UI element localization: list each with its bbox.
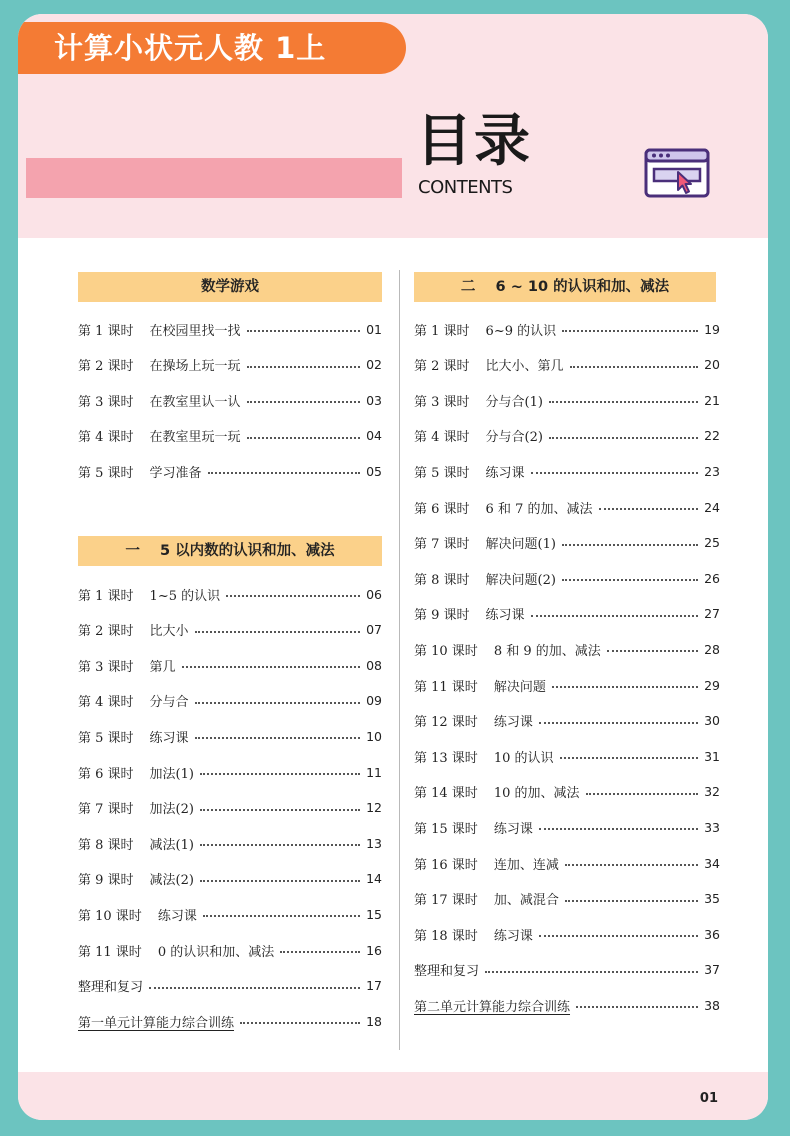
lesson-label: 第 2 课时 [78, 624, 134, 640]
dot-leader [195, 631, 361, 633]
toc-entry[interactable] [78, 319, 382, 339]
toc-entry[interactable] [78, 869, 382, 889]
entry-title: 第一单元计算能力综合训练 [78, 1015, 235, 1031]
toc-entry[interactable] [414, 711, 720, 731]
lesson-label: 第 6 课时 [78, 766, 134, 782]
column-divider [399, 270, 400, 1050]
toc-entry[interactable] [78, 584, 382, 604]
toc-entry[interactable] [78, 461, 382, 481]
toc-entry[interactable] [414, 675, 720, 695]
dot-leader [485, 971, 698, 973]
toc-entry[interactable] [78, 390, 382, 410]
entry-title: 减法(1) [149, 837, 194, 853]
entry-title: 练习课 [493, 928, 533, 944]
toc-entry[interactable] [414, 497, 720, 517]
entry-page-number: 20 [704, 357, 720, 373]
toc-entry[interactable] [78, 976, 382, 996]
lesson-label: 第 6 课时 [414, 501, 470, 517]
entry-page-number: 06 [366, 586, 382, 602]
dot-leader [539, 722, 698, 724]
lesson-label: 第 2 课时 [414, 359, 470, 375]
entry-page-number: 27 [704, 606, 720, 622]
entry-title: 整理和复习 [414, 964, 480, 980]
toc-entry[interactable] [78, 833, 382, 853]
dot-leader [226, 595, 360, 597]
dot-leader [570, 366, 699, 368]
entry-title: 练习课 [493, 821, 533, 837]
toc-entry[interactable] [414, 960, 720, 980]
entry-title: 6~9 的认识 [485, 323, 557, 339]
dot-leader [562, 579, 698, 581]
entry-page-number: 17 [366, 978, 382, 994]
dot-leader [182, 666, 361, 668]
toc-entry[interactable] [414, 853, 720, 873]
dot-leader [576, 1006, 698, 1008]
toc-title: 目录 [416, 109, 532, 174]
toc-entry[interactable] [78, 655, 382, 675]
dot-leader [539, 935, 698, 937]
entry-page-number: 13 [366, 835, 382, 851]
book-title: 计算小状元人教 1上 [18, 22, 406, 74]
toc-entry[interactable] [414, 533, 720, 553]
browser-cursor-icon [644, 148, 710, 198]
entry-page-number: 18 [366, 1013, 382, 1029]
page-number: 01 [699, 1091, 718, 1106]
entry-page-number: 38 [704, 997, 720, 1013]
lesson-label: 第 18 课时 [414, 928, 478, 944]
entry-title: 练习课 [485, 608, 525, 624]
lesson-label: 第 17 课时 [414, 893, 478, 909]
toc-entry[interactable] [78, 620, 382, 640]
entry-page-number: 10 [366, 728, 382, 744]
decorative-bar [26, 158, 402, 198]
entry-page-number: 22 [704, 428, 720, 444]
section-header: 数学游戏 [78, 272, 382, 302]
toc-entry[interactable] [78, 691, 382, 711]
entry-title: 练习课 [157, 908, 197, 924]
lesson-label: 第 5 课时 [78, 730, 134, 746]
dot-leader [562, 544, 698, 546]
lesson-label: 第 3 课时 [78, 394, 134, 410]
toc-entry[interactable] [414, 889, 720, 909]
entry-page-number: 37 [704, 962, 720, 978]
toc-entry[interactable] [414, 639, 720, 659]
lesson-label: 第 14 课时 [414, 786, 478, 802]
entry-title: 连加、连减 [493, 857, 559, 873]
toc-entry[interactable] [414, 817, 720, 837]
lesson-label: 第 9 课时 [78, 873, 134, 889]
dot-leader [240, 1022, 360, 1024]
section-header: 二 6 ~ 10 的认识和加、减法 [414, 272, 716, 302]
entry-title: 比大小、第几 [485, 359, 564, 375]
entry-page-number: 31 [704, 748, 720, 764]
dot-leader [149, 987, 360, 989]
entry-page-number: 33 [704, 819, 720, 835]
toc-entry[interactable] [78, 1011, 382, 1031]
entry-title: 练习课 [493, 715, 533, 731]
lesson-label: 第 8 课时 [78, 837, 134, 853]
toc-entry[interactable] [78, 762, 382, 782]
lesson-label: 第 1 课时 [78, 588, 134, 604]
lesson-label: 第 4 课时 [78, 430, 134, 446]
lesson-label: 第 9 课时 [414, 608, 470, 624]
entry-title: 在教室里玩一玩 [149, 430, 241, 446]
lesson-label: 第 3 课时 [414, 394, 470, 410]
entry-title: 第几 [149, 659, 176, 675]
lesson-label: 第 10 课时 [78, 908, 142, 924]
entry-title: 解决问题(1) [485, 537, 556, 553]
entry-page-number: 05 [366, 463, 382, 479]
toc-entry[interactable] [414, 746, 720, 766]
entry-title: 10 的加、减法 [493, 786, 580, 802]
entry-page-number: 15 [366, 906, 382, 922]
entry-title: 练习课 [149, 730, 189, 746]
entry-title: 比大小 [149, 624, 189, 640]
entry-page-number: 30 [704, 713, 720, 729]
lesson-label: 第 10 课时 [414, 643, 478, 659]
toc-page [18, 14, 768, 1120]
toc-entry[interactable] [414, 355, 720, 375]
entry-title: 0 的认识和加、减法 [157, 944, 275, 960]
entry-page-number: 03 [366, 392, 382, 408]
dot-leader [200, 880, 360, 882]
toc-entry[interactable] [414, 604, 720, 624]
lesson-label: 第 15 课时 [414, 821, 478, 837]
entry-title: 8 和 9 的加、减法 [493, 643, 601, 659]
lesson-label: 第 2 课时 [78, 359, 134, 375]
toc-entry[interactable] [78, 426, 382, 446]
entry-title: 解决问题(2) [485, 572, 556, 588]
entry-page-number: 26 [704, 570, 720, 586]
entry-page-number: 35 [704, 891, 720, 907]
dot-leader [200, 809, 360, 811]
entry-page-number: 19 [704, 321, 720, 337]
entry-title: 在校园里找一找 [149, 323, 241, 339]
dot-leader [565, 864, 698, 866]
entry-page-number: 24 [704, 499, 720, 515]
toc-entry[interactable] [414, 995, 720, 1015]
dot-leader [549, 401, 698, 403]
entry-page-number: 04 [366, 428, 382, 444]
entry-page-number: 28 [704, 641, 720, 657]
lesson-label: 第 11 课时 [78, 944, 142, 960]
entry-title: 整理和复习 [78, 980, 144, 996]
entry-title: 加、减混合 [493, 893, 559, 909]
entry-title: 学习准备 [149, 465, 202, 481]
entry-page-number: 08 [366, 657, 382, 673]
dot-leader [552, 686, 698, 688]
dot-leader [531, 615, 699, 617]
entry-page-number: 32 [704, 784, 720, 800]
entry-title: 1~5 的认识 [149, 588, 221, 604]
dot-leader [586, 793, 699, 795]
dot-leader [208, 472, 361, 474]
entry-page-number: 07 [366, 622, 382, 638]
dot-leader [195, 737, 361, 739]
toc-entry[interactable] [414, 319, 720, 339]
lesson-label: 第 13 课时 [414, 750, 478, 766]
toc-entry[interactable] [414, 924, 720, 944]
entry-title: 减法(2) [149, 873, 194, 889]
toc-entry[interactable] [78, 904, 382, 924]
entry-page-number: 29 [704, 677, 720, 693]
entry-page-number: 16 [366, 942, 382, 958]
toc-entry[interactable] [414, 426, 720, 446]
dot-leader [247, 437, 361, 439]
entry-page-number: 09 [366, 693, 382, 709]
dot-leader [560, 757, 699, 759]
entry-title: 第二单元计算能力综合训练 [414, 999, 571, 1015]
toc-entry[interactable] [78, 726, 382, 746]
lesson-label: 第 4 课时 [78, 695, 134, 711]
lesson-label: 第 5 课时 [414, 465, 470, 481]
dot-leader [565, 900, 698, 902]
dot-leader [203, 915, 360, 917]
entry-title: 6 和 7 的加、减法 [485, 501, 593, 517]
toc-entry[interactable] [414, 568, 720, 588]
entry-page-number: 12 [366, 800, 382, 816]
entry-title: 分与合(1) [485, 394, 543, 410]
lesson-label: 第 1 课时 [78, 323, 134, 339]
entry-page-number: 36 [704, 926, 720, 942]
dot-leader [562, 330, 698, 332]
lesson-label: 第 8 课时 [414, 572, 470, 588]
entry-page-number: 34 [704, 855, 720, 871]
entry-title: 分与合(2) [485, 430, 543, 446]
entry-page-number: 25 [704, 535, 720, 551]
dot-leader [599, 508, 699, 510]
toc-entry[interactable] [78, 940, 382, 960]
dot-leader [531, 472, 699, 474]
entry-title: 在教室里认一认 [149, 394, 241, 410]
entry-page-number: 23 [704, 463, 720, 479]
toc-entry[interactable] [414, 782, 720, 802]
lesson-label: 第 5 课时 [78, 465, 134, 481]
entry-title: 加法(1) [149, 766, 194, 782]
entry-title: 10 的认识 [493, 750, 554, 766]
toc-subtitle: CONTENTS [418, 177, 513, 198]
lesson-label: 第 1 课时 [414, 323, 470, 339]
entry-title: 解决问题 [493, 679, 546, 695]
dot-leader [539, 828, 698, 830]
dot-leader [247, 401, 361, 403]
toc-entry[interactable] [78, 798, 382, 818]
lesson-label: 第 12 课时 [414, 715, 478, 731]
lesson-label: 第 7 课时 [414, 537, 470, 553]
footer-band [18, 1072, 768, 1120]
entry-title: 练习课 [485, 465, 525, 481]
toc-entry[interactable] [78, 355, 382, 375]
toc-entry[interactable] [414, 461, 720, 481]
toc-entry[interactable] [414, 390, 720, 410]
dot-leader [200, 773, 360, 775]
entry-page-number: 11 [366, 764, 382, 780]
lesson-label: 第 3 课时 [78, 659, 134, 675]
dot-leader [280, 951, 360, 953]
dot-leader [200, 844, 360, 846]
lesson-label: 第 11 课时 [414, 679, 478, 695]
entry-title: 在操场上玩一玩 [149, 359, 241, 375]
entry-page-number: 21 [704, 392, 720, 408]
dot-leader [247, 366, 361, 368]
dot-leader [247, 330, 361, 332]
dot-leader [195, 702, 361, 704]
dot-leader [549, 437, 698, 439]
lesson-label: 第 7 课时 [78, 802, 134, 818]
lesson-label: 第 4 课时 [414, 430, 470, 446]
section-header: 一 5 以内数的认识和加、减法 [78, 536, 382, 566]
entry-page-number: 01 [366, 321, 382, 337]
entry-page-number: 02 [366, 357, 382, 373]
dot-leader [607, 650, 698, 652]
entry-title: 分与合 [149, 695, 189, 711]
entry-page-number: 14 [366, 871, 382, 887]
entry-title: 加法(2) [149, 802, 194, 818]
lesson-label: 第 16 课时 [414, 857, 478, 873]
